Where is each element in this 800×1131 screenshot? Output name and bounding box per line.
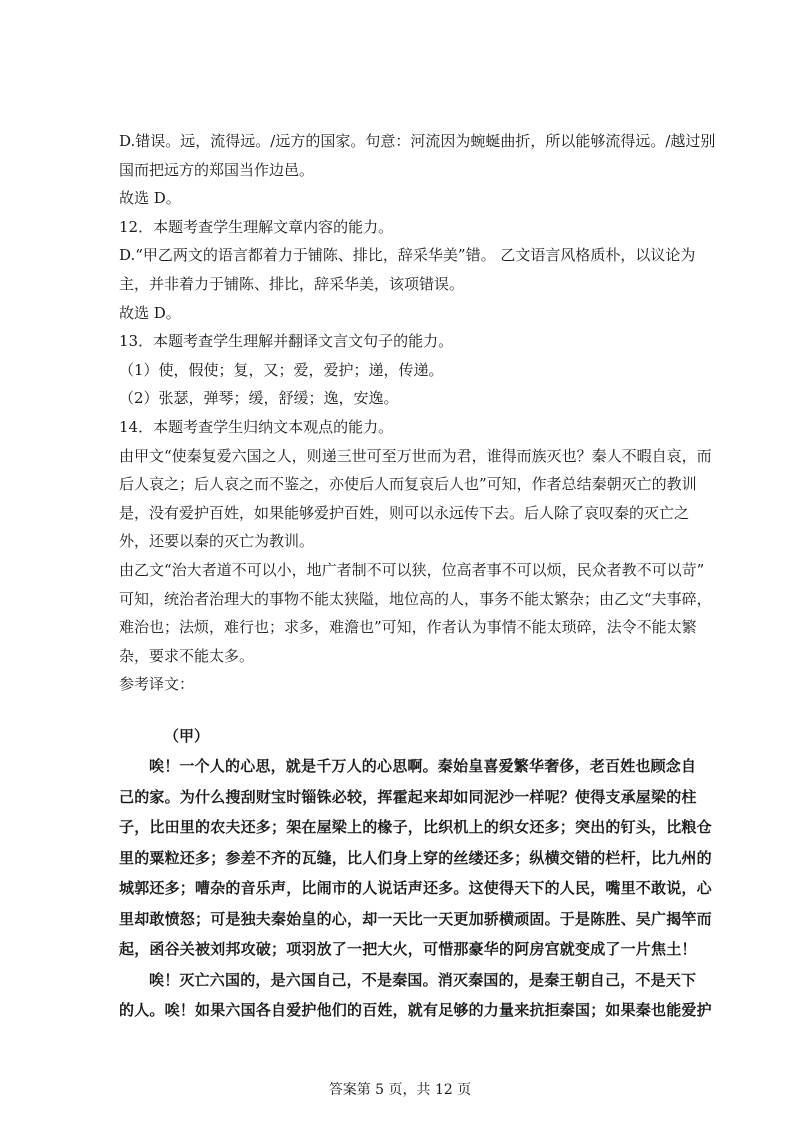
translation-line: 的人。唉！如果六国各自爱护他们的百姓，就有足够的力量来抗拒秦国；如果秦也能爱护 xyxy=(119,1001,712,1019)
answer-section xyxy=(119,131,716,703)
answer-line: 12．本题考查学生理解文章内容的能力。 xyxy=(119,217,394,236)
translation-line: 里的粟粒还多；参差不齐的瓦缝，比人们身上穿的丝缕还多；纵横交错的栏杆，比九州的 xyxy=(119,848,712,867)
answer-line: 故选 D。 xyxy=(119,303,181,322)
answer-line: D.错误。远，流得远。/远方的国家。句意：河流因为蜿蜒曲折，所以能够流得远。/越过别 xyxy=(119,132,716,150)
translation-heading: （甲） xyxy=(164,727,210,745)
answer-line: 外，还要以秦的灭亡为教训。 xyxy=(119,532,315,551)
translation-line: 里却敢愤怒；可是独夫秦始皇的心，却一天比一天更加骄横顽固。于是陈胜、吴广揭竿而 xyxy=(119,909,712,928)
answer-line: 14．本题考查学生归纳文本观点的能力。 xyxy=(119,417,394,436)
answer-line: 后人哀之；后人哀之而不鉴之，亦使后人而复哀后人也”可知，作者总结秦朝灭亡的教训 xyxy=(119,475,697,494)
answer-line: 故选 D。 xyxy=(119,189,181,208)
answer-line: 杂，要求不能太多。 xyxy=(119,646,255,665)
translation-line: 唉！灭亡六国的，是六国自己，不是秦国。消灭秦国的，是秦王朝自己，不是天下 xyxy=(149,970,697,989)
translation-line: 城郭还多；嘈杂的音乐声，比闹市的人说话声还多。这使得天下的人民，嘴里不敢说，心 xyxy=(119,879,712,897)
translation-line: 起，函谷关被刘邦攻破；项羽放了一把大火，可惜那豪华的阿房宫就变成了一片焦土！ xyxy=(119,940,697,958)
answer-line: 难治也；法烦，难行也；求多，难澹也”可知，作者认为事情不能太琐碎，法令不能太繁 xyxy=(119,618,697,637)
translation-line: 己的家。为什么搜刮财宝时锱铢必较，挥霍起来却如同泥沙一样呢？使得支承屋梁的柱 xyxy=(119,787,697,806)
answer-line: 13．本题考查学生理解并翻译文言文句子的能力。 xyxy=(119,332,454,351)
answer-line: 是，没有爱护百姓，如果能够爱护百姓，则可以永远传下去。后人除了哀叹秦的灭亡之 xyxy=(119,503,690,522)
answer-line: （2）张瑟，弹琴；缓，舒缓；逸，安逸。 xyxy=(119,389,399,408)
answer-line: 主，并非着力于铺陈、排比，辞采华美，该项错误。 xyxy=(119,274,465,293)
answer-line: 国而把远方的郑国当作边邑。 xyxy=(119,160,315,179)
answer-line: （1）使，假使；复，又；爱，爱护；递，传递。 xyxy=(119,360,444,379)
translation-section xyxy=(119,726,712,1031)
answer-line: D.“甲乙两文的语言都着力于铺陈、排比，辞采华美”错。 乙文语言风格质朴，以议论为 xyxy=(119,246,696,265)
translation-line: 子，比田里的农夫还多；架在屋梁上的椽子，比织机上的织女还多；突出的钉头，比粮仓 xyxy=(119,818,712,836)
answer-line: 由甲文“使秦复爱六国之人，则递三世可至万世而为君，谁得而族灭也？秦人不暇自哀，而 xyxy=(119,446,712,465)
answer-line: 可知，统治者治理大的事物不能太狭隘，地位高的人，事务不能太繁杂；由乙文“夫事碎， xyxy=(119,589,712,608)
page-footer: 答案第 5 页，共 12 页 xyxy=(328,1082,472,1098)
answer-line: 由乙文“治大者道不可以小，地广者制不可以狭，位高者事不可以烦，民众者教不可以苛” xyxy=(119,560,705,579)
answer-line: 参考译文： xyxy=(119,675,195,694)
translation-line: 唉！一个人的心思，就是千万人的心思啊。秦始皇喜爱繁华奢侈，老百姓也顾念自 xyxy=(149,757,697,775)
